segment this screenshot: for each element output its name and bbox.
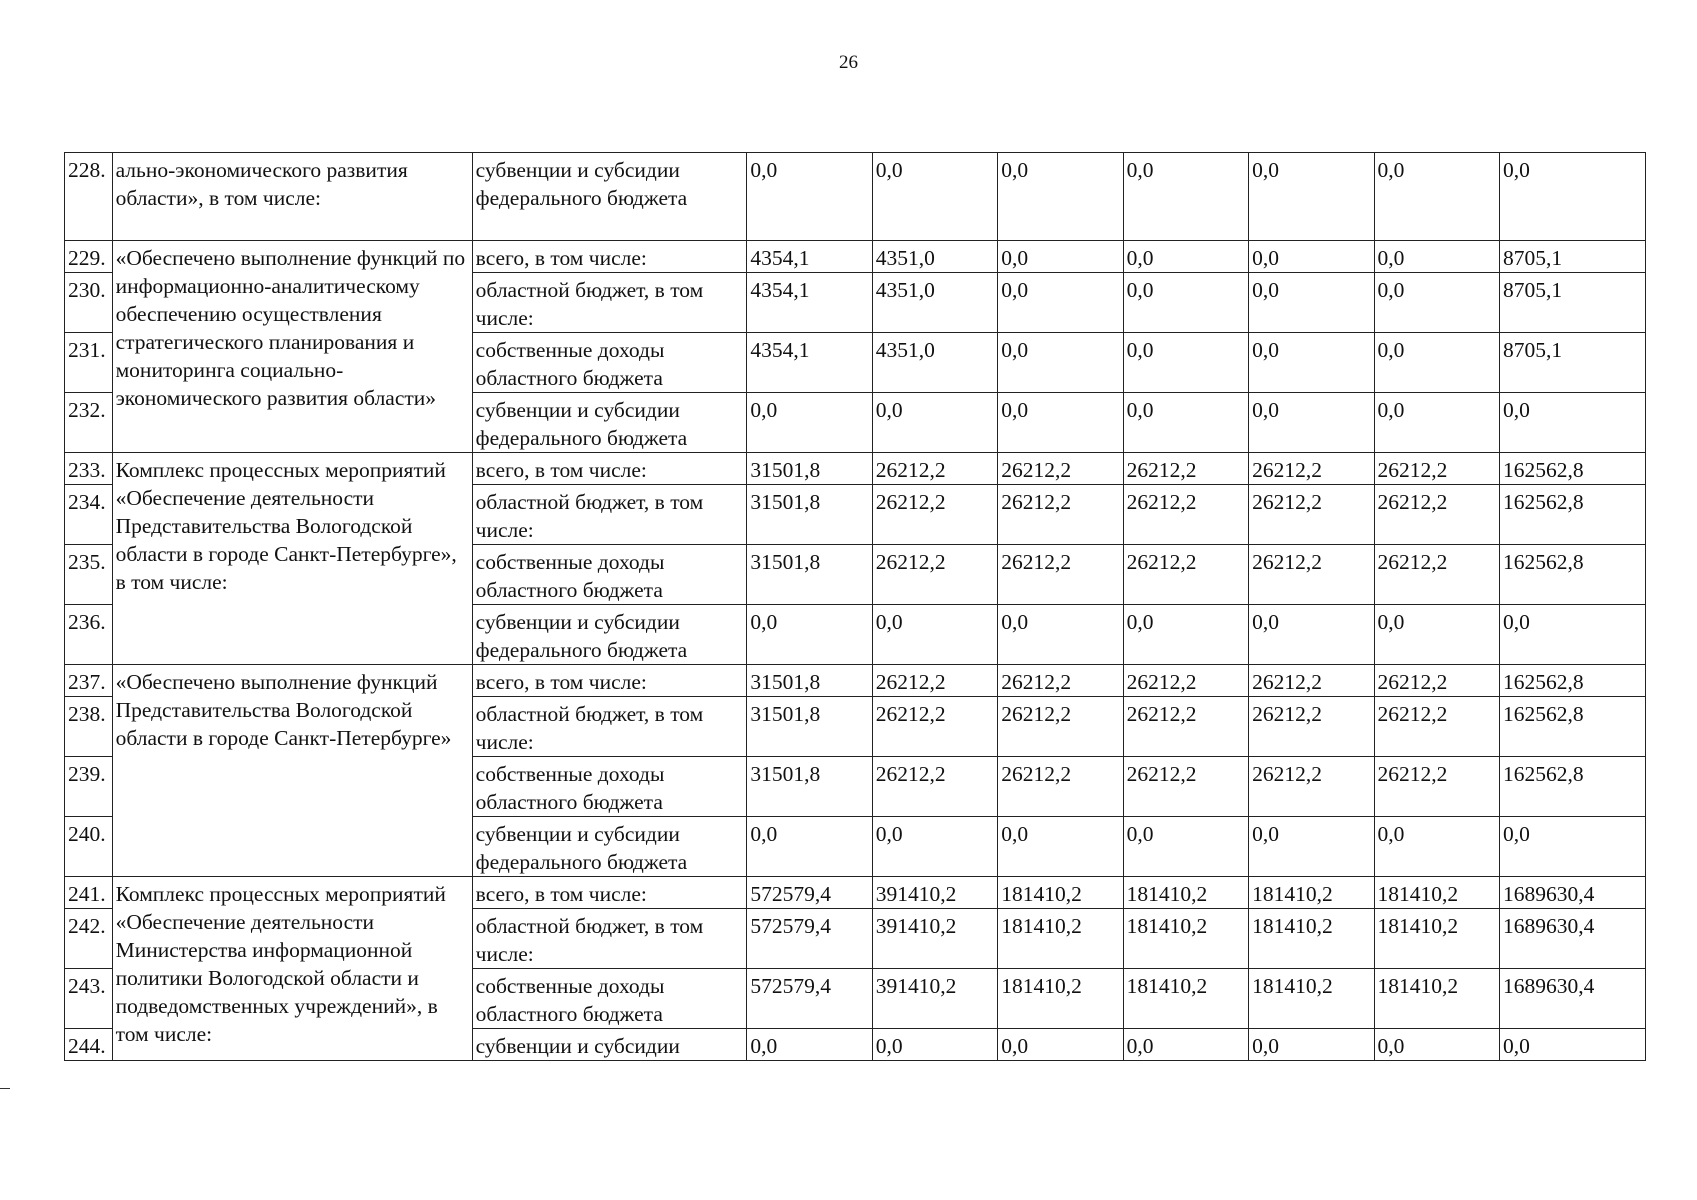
year-value: 31501,8 <box>747 757 872 817</box>
funding-source: собственные доходы областного бюджета <box>472 969 747 1029</box>
year-value: 0,0 <box>1123 817 1248 877</box>
budget-table <box>64 152 1646 1061</box>
row-number: 229. <box>65 241 113 273</box>
row-number: 244. <box>65 1029 113 1061</box>
total-value: 1689630,4 <box>1499 909 1645 969</box>
year-value: 0,0 <box>1374 817 1499 877</box>
year-value: 0,0 <box>1374 393 1499 453</box>
year-value: 181410,2 <box>1123 969 1248 1029</box>
year-value: 26212,2 <box>872 485 997 545</box>
funding-source: областной бюджет, в том числе: <box>472 697 747 757</box>
year-value: 26212,2 <box>998 545 1123 605</box>
year-value: 26212,2 <box>872 545 997 605</box>
year-value: 181410,2 <box>1249 877 1374 909</box>
year-value: 0,0 <box>872 605 997 665</box>
funding-source: собственные доходы областного бюджета <box>472 757 747 817</box>
year-value: 26212,2 <box>1123 485 1248 545</box>
year-value: 4354,1 <box>747 273 872 333</box>
total-value: 162562,8 <box>1499 545 1645 605</box>
row-number: 243. <box>65 969 113 1029</box>
total-value: 162562,8 <box>1499 485 1645 545</box>
year-value: 0,0 <box>1123 333 1248 393</box>
table-row <box>65 153 1646 241</box>
row-number: 241. <box>65 877 113 909</box>
margin-dash <box>0 1088 10 1089</box>
year-value: 181410,2 <box>998 909 1123 969</box>
total-value: 0,0 <box>1499 605 1645 665</box>
year-value: 26212,2 <box>998 757 1123 817</box>
year-value: 0,0 <box>872 153 997 241</box>
funding-source: субвенции и субсидии федерального бюджета <box>472 605 747 665</box>
year-value: 0,0 <box>1123 153 1248 241</box>
year-value: 0,0 <box>998 817 1123 877</box>
year-value: 0,0 <box>1249 333 1374 393</box>
year-value: 0,0 <box>998 153 1123 241</box>
year-value: 181410,2 <box>1249 969 1374 1029</box>
row-number: 228. <box>65 153 113 241</box>
year-value: 0,0 <box>1249 605 1374 665</box>
row-number: 235. <box>65 545 113 605</box>
total-value: 1689630,4 <box>1499 969 1645 1029</box>
row-number: 233. <box>65 453 113 485</box>
table-row <box>65 453 1646 485</box>
year-value: 26212,2 <box>1249 757 1374 817</box>
year-value: 0,0 <box>1249 817 1374 877</box>
year-value: 26212,2 <box>1374 485 1499 545</box>
year-value: 572579,4 <box>747 877 872 909</box>
year-value: 0,0 <box>998 605 1123 665</box>
year-value: 26212,2 <box>1123 665 1248 697</box>
funding-source: всего, в том числе: <box>472 453 747 485</box>
year-value: 26212,2 <box>998 665 1123 697</box>
year-value: 0,0 <box>998 241 1123 273</box>
year-value: 26212,2 <box>872 757 997 817</box>
row-number: 236. <box>65 605 113 665</box>
year-value: 26212,2 <box>1374 757 1499 817</box>
year-value: 26212,2 <box>872 697 997 757</box>
year-value: 0,0 <box>998 333 1123 393</box>
year-value: 0,0 <box>1374 1029 1499 1061</box>
funding-source: областной бюджет, в том числе: <box>472 485 747 545</box>
row-number: 231. <box>65 333 113 393</box>
year-value: 0,0 <box>872 817 997 877</box>
year-value: 181410,2 <box>1123 909 1248 969</box>
page-number: 26 <box>839 52 858 73</box>
row-number: 239. <box>65 757 113 817</box>
year-value: 26212,2 <box>872 453 997 485</box>
year-value: 4351,0 <box>872 241 997 273</box>
event-name: «Обеспечено выполнение функций Представительства Вологодской области в городе Санкт-Петербурге» <box>112 665 472 877</box>
year-value: 0,0 <box>747 153 872 241</box>
funding-source: субвенции и субсидии федерального бюджета <box>472 393 747 453</box>
year-value: 31501,8 <box>747 697 872 757</box>
year-value: 181410,2 <box>1123 877 1248 909</box>
event-name: «Обеспечено выполнение функций по информационно-аналитическому обеспечению осуществления стратегического планирования и мониторинга социально-экономического развития области» <box>112 241 472 453</box>
funding-source: собственные доходы областного бюджета <box>472 545 747 605</box>
year-value: 26212,2 <box>1249 545 1374 605</box>
year-value: 572579,4 <box>747 909 872 969</box>
year-value: 26212,2 <box>1374 453 1499 485</box>
year-value: 181410,2 <box>1249 909 1374 969</box>
year-value: 4351,0 <box>872 273 997 333</box>
total-value: 162562,8 <box>1499 665 1645 697</box>
year-value: 0,0 <box>1374 605 1499 665</box>
year-value: 181410,2 <box>1374 877 1499 909</box>
total-value: 162562,8 <box>1499 453 1645 485</box>
table-row <box>65 877 1646 909</box>
total-value: 0,0 <box>1499 393 1645 453</box>
row-number: 242. <box>65 909 113 969</box>
year-value: 0,0 <box>1374 153 1499 241</box>
table-row <box>65 665 1646 697</box>
total-value: 8705,1 <box>1499 241 1645 273</box>
year-value: 181410,2 <box>998 877 1123 909</box>
year-value: 0,0 <box>998 1029 1123 1061</box>
year-value: 26212,2 <box>1374 665 1499 697</box>
funding-source: всего, в том числе: <box>472 877 747 909</box>
funding-source: собственные доходы областного бюджета <box>472 333 747 393</box>
row-number: 238. <box>65 697 113 757</box>
year-value: 4354,1 <box>747 241 872 273</box>
year-value: 26212,2 <box>1123 545 1248 605</box>
row-number: 240. <box>65 817 113 877</box>
row-number: 237. <box>65 665 113 697</box>
year-value: 0,0 <box>1123 1029 1248 1061</box>
funding-source: субвенции и субсидии федерального бюджета <box>472 817 747 877</box>
event-name: Комплекс процессных мероприятий «Обеспечение деятельности Министерства информационной политики Вологодской области и подведомственных учреждений», в том числе: <box>112 877 472 1061</box>
year-value: 31501,8 <box>747 453 872 485</box>
year-value: 572579,4 <box>747 969 872 1029</box>
year-value: 26212,2 <box>1249 665 1374 697</box>
year-value: 31501,8 <box>747 665 872 697</box>
year-value: 0,0 <box>1249 393 1374 453</box>
year-value: 0,0 <box>1249 153 1374 241</box>
year-value: 31501,8 <box>747 545 872 605</box>
year-value: 181410,2 <box>1374 969 1499 1029</box>
funding-source: субвенции и субсидии <box>472 1029 747 1061</box>
year-value: 0,0 <box>1374 333 1499 393</box>
year-value: 4354,1 <box>747 333 872 393</box>
year-value: 26212,2 <box>1374 697 1499 757</box>
year-value: 26212,2 <box>998 453 1123 485</box>
total-value: 0,0 <box>1499 153 1645 241</box>
total-value: 162562,8 <box>1499 757 1645 817</box>
year-value: 0,0 <box>747 393 872 453</box>
row-number: 230. <box>65 273 113 333</box>
year-value: 26212,2 <box>1249 453 1374 485</box>
year-value: 391410,2 <box>872 877 997 909</box>
year-value: 0,0 <box>1374 273 1499 333</box>
year-value: 0,0 <box>998 393 1123 453</box>
total-value: 0,0 <box>1499 817 1645 877</box>
year-value: 0,0 <box>872 1029 997 1061</box>
year-value: 391410,2 <box>872 969 997 1029</box>
year-value: 0,0 <box>1123 605 1248 665</box>
year-value: 0,0 <box>747 1029 872 1061</box>
total-value: 162562,8 <box>1499 697 1645 757</box>
year-value: 26212,2 <box>1123 453 1248 485</box>
year-value: 391410,2 <box>872 909 997 969</box>
year-value: 31501,8 <box>747 485 872 545</box>
event-name: Комплекс процессных мероприятий «Обеспечение деятельности Представительства Вологодской области в городе Санкт-Петербурге», в том числе: <box>112 453 472 665</box>
funding-source: всего, в том числе: <box>472 241 747 273</box>
total-value: 8705,1 <box>1499 333 1645 393</box>
event-name: ально-экономического развития области», в том числе: <box>112 153 472 241</box>
year-value: 0,0 <box>1249 273 1374 333</box>
year-value: 0,0 <box>1123 273 1248 333</box>
year-value: 0,0 <box>747 605 872 665</box>
year-value: 26212,2 <box>998 697 1123 757</box>
year-value: 4351,0 <box>872 333 997 393</box>
year-value: 0,0 <box>1249 241 1374 273</box>
year-value: 26212,2 <box>1249 697 1374 757</box>
year-value: 26212,2 <box>1374 545 1499 605</box>
year-value: 0,0 <box>872 393 997 453</box>
total-value: 0,0 <box>1499 1029 1645 1061</box>
table-row <box>65 241 1646 273</box>
total-value: 1689630,4 <box>1499 877 1645 909</box>
year-value: 0,0 <box>1123 241 1248 273</box>
year-value: 0,0 <box>998 273 1123 333</box>
row-number: 234. <box>65 485 113 545</box>
funding-source: областной бюджет, в том числе: <box>472 909 747 969</box>
funding-source: всего, в том числе: <box>472 665 747 697</box>
year-value: 0,0 <box>1123 393 1248 453</box>
year-value: 26212,2 <box>998 485 1123 545</box>
row-number: 232. <box>65 393 113 453</box>
year-value: 0,0 <box>1374 241 1499 273</box>
year-value: 0,0 <box>1249 1029 1374 1061</box>
year-value: 26212,2 <box>1123 757 1248 817</box>
year-value: 0,0 <box>747 817 872 877</box>
funding-source: областной бюджет, в том числе: <box>472 273 747 333</box>
year-value: 26212,2 <box>872 665 997 697</box>
total-value: 8705,1 <box>1499 273 1645 333</box>
funding-source: субвенции и субсидии федерального бюджета <box>472 153 747 241</box>
year-value: 181410,2 <box>1374 909 1499 969</box>
year-value: 26212,2 <box>1249 485 1374 545</box>
year-value: 181410,2 <box>998 969 1123 1029</box>
year-value: 26212,2 <box>1123 697 1248 757</box>
